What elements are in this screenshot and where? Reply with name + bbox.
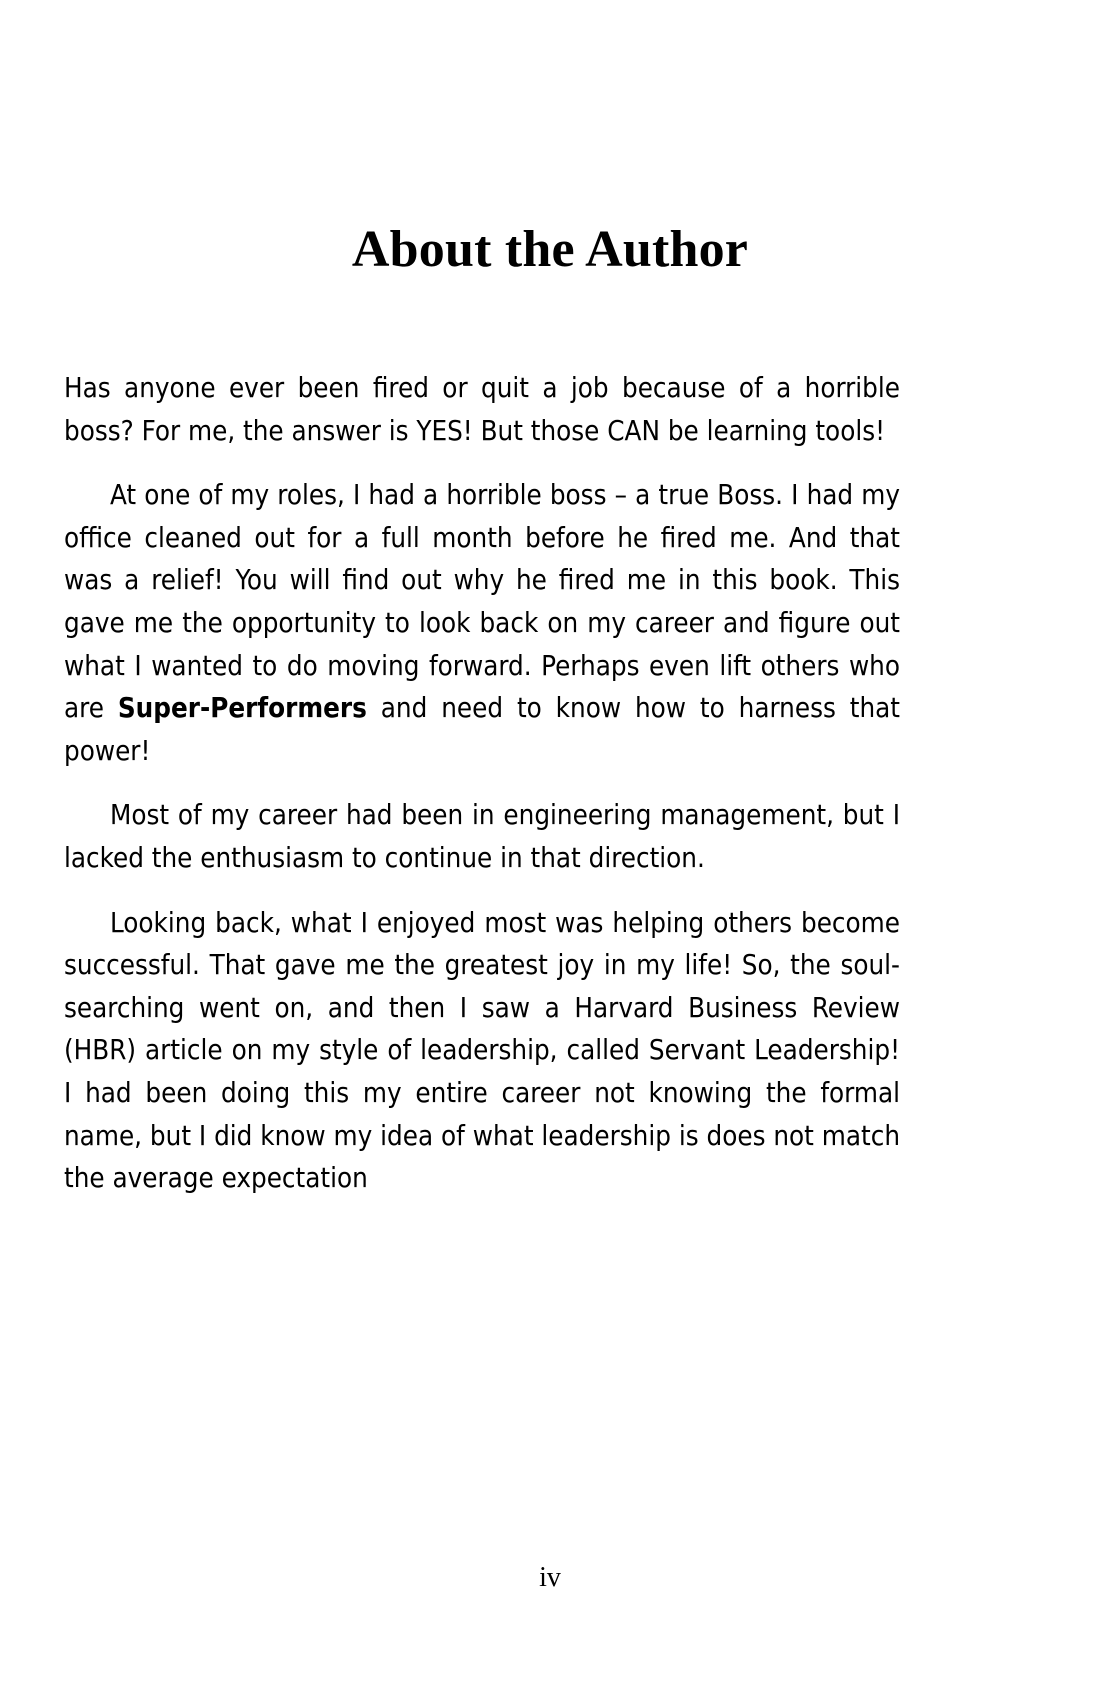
page-title: About the Author — [351, 220, 749, 278]
emphasis-text: Super-Performers — [117, 692, 367, 725]
paragraph-text: and need to know how to harness that power! — [64, 692, 900, 767]
paragraph-text: At one of my roles, I had a horrible boss – a true Boss. I had my office cleaned out for a full month before he fired me. And that was a relief! You will find out why he fired me in this book. This gave me the opportunity to look back on my career and figure out what I wanted to do moving forward. Perhaps even lift others who are — [64, 479, 900, 725]
paragraph-text: Looking back, what I enjoyed most was helping others become successful. That gave me the greatest joy in my life! So, the soul-searching went on, and then I saw a Harvard Business Review (HBR) article on my style of leadership, called Servant Leadership! I had been doing this my entire career not knowing the formal name, but I did know my idea of what leadership is does not match the average expectation — [64, 906, 900, 1195]
body-paragraph — [64, 794, 900, 879]
body-paragraph — [64, 367, 900, 452]
page-number: iv — [539, 1562, 561, 1593]
paragraph-text: Most of my career had been in engineering management, but I lacked the enthusiasm to continue in that direction. — [64, 799, 900, 874]
body-text — [64, 367, 900, 1200]
body-paragraph — [64, 474, 900, 772]
paragraph-text: Has anyone ever been fired or quit a job because of a horrible boss? For me, the answer is YES! But those CAN be learning tools! — [64, 372, 900, 447]
body-paragraph — [64, 902, 900, 1200]
